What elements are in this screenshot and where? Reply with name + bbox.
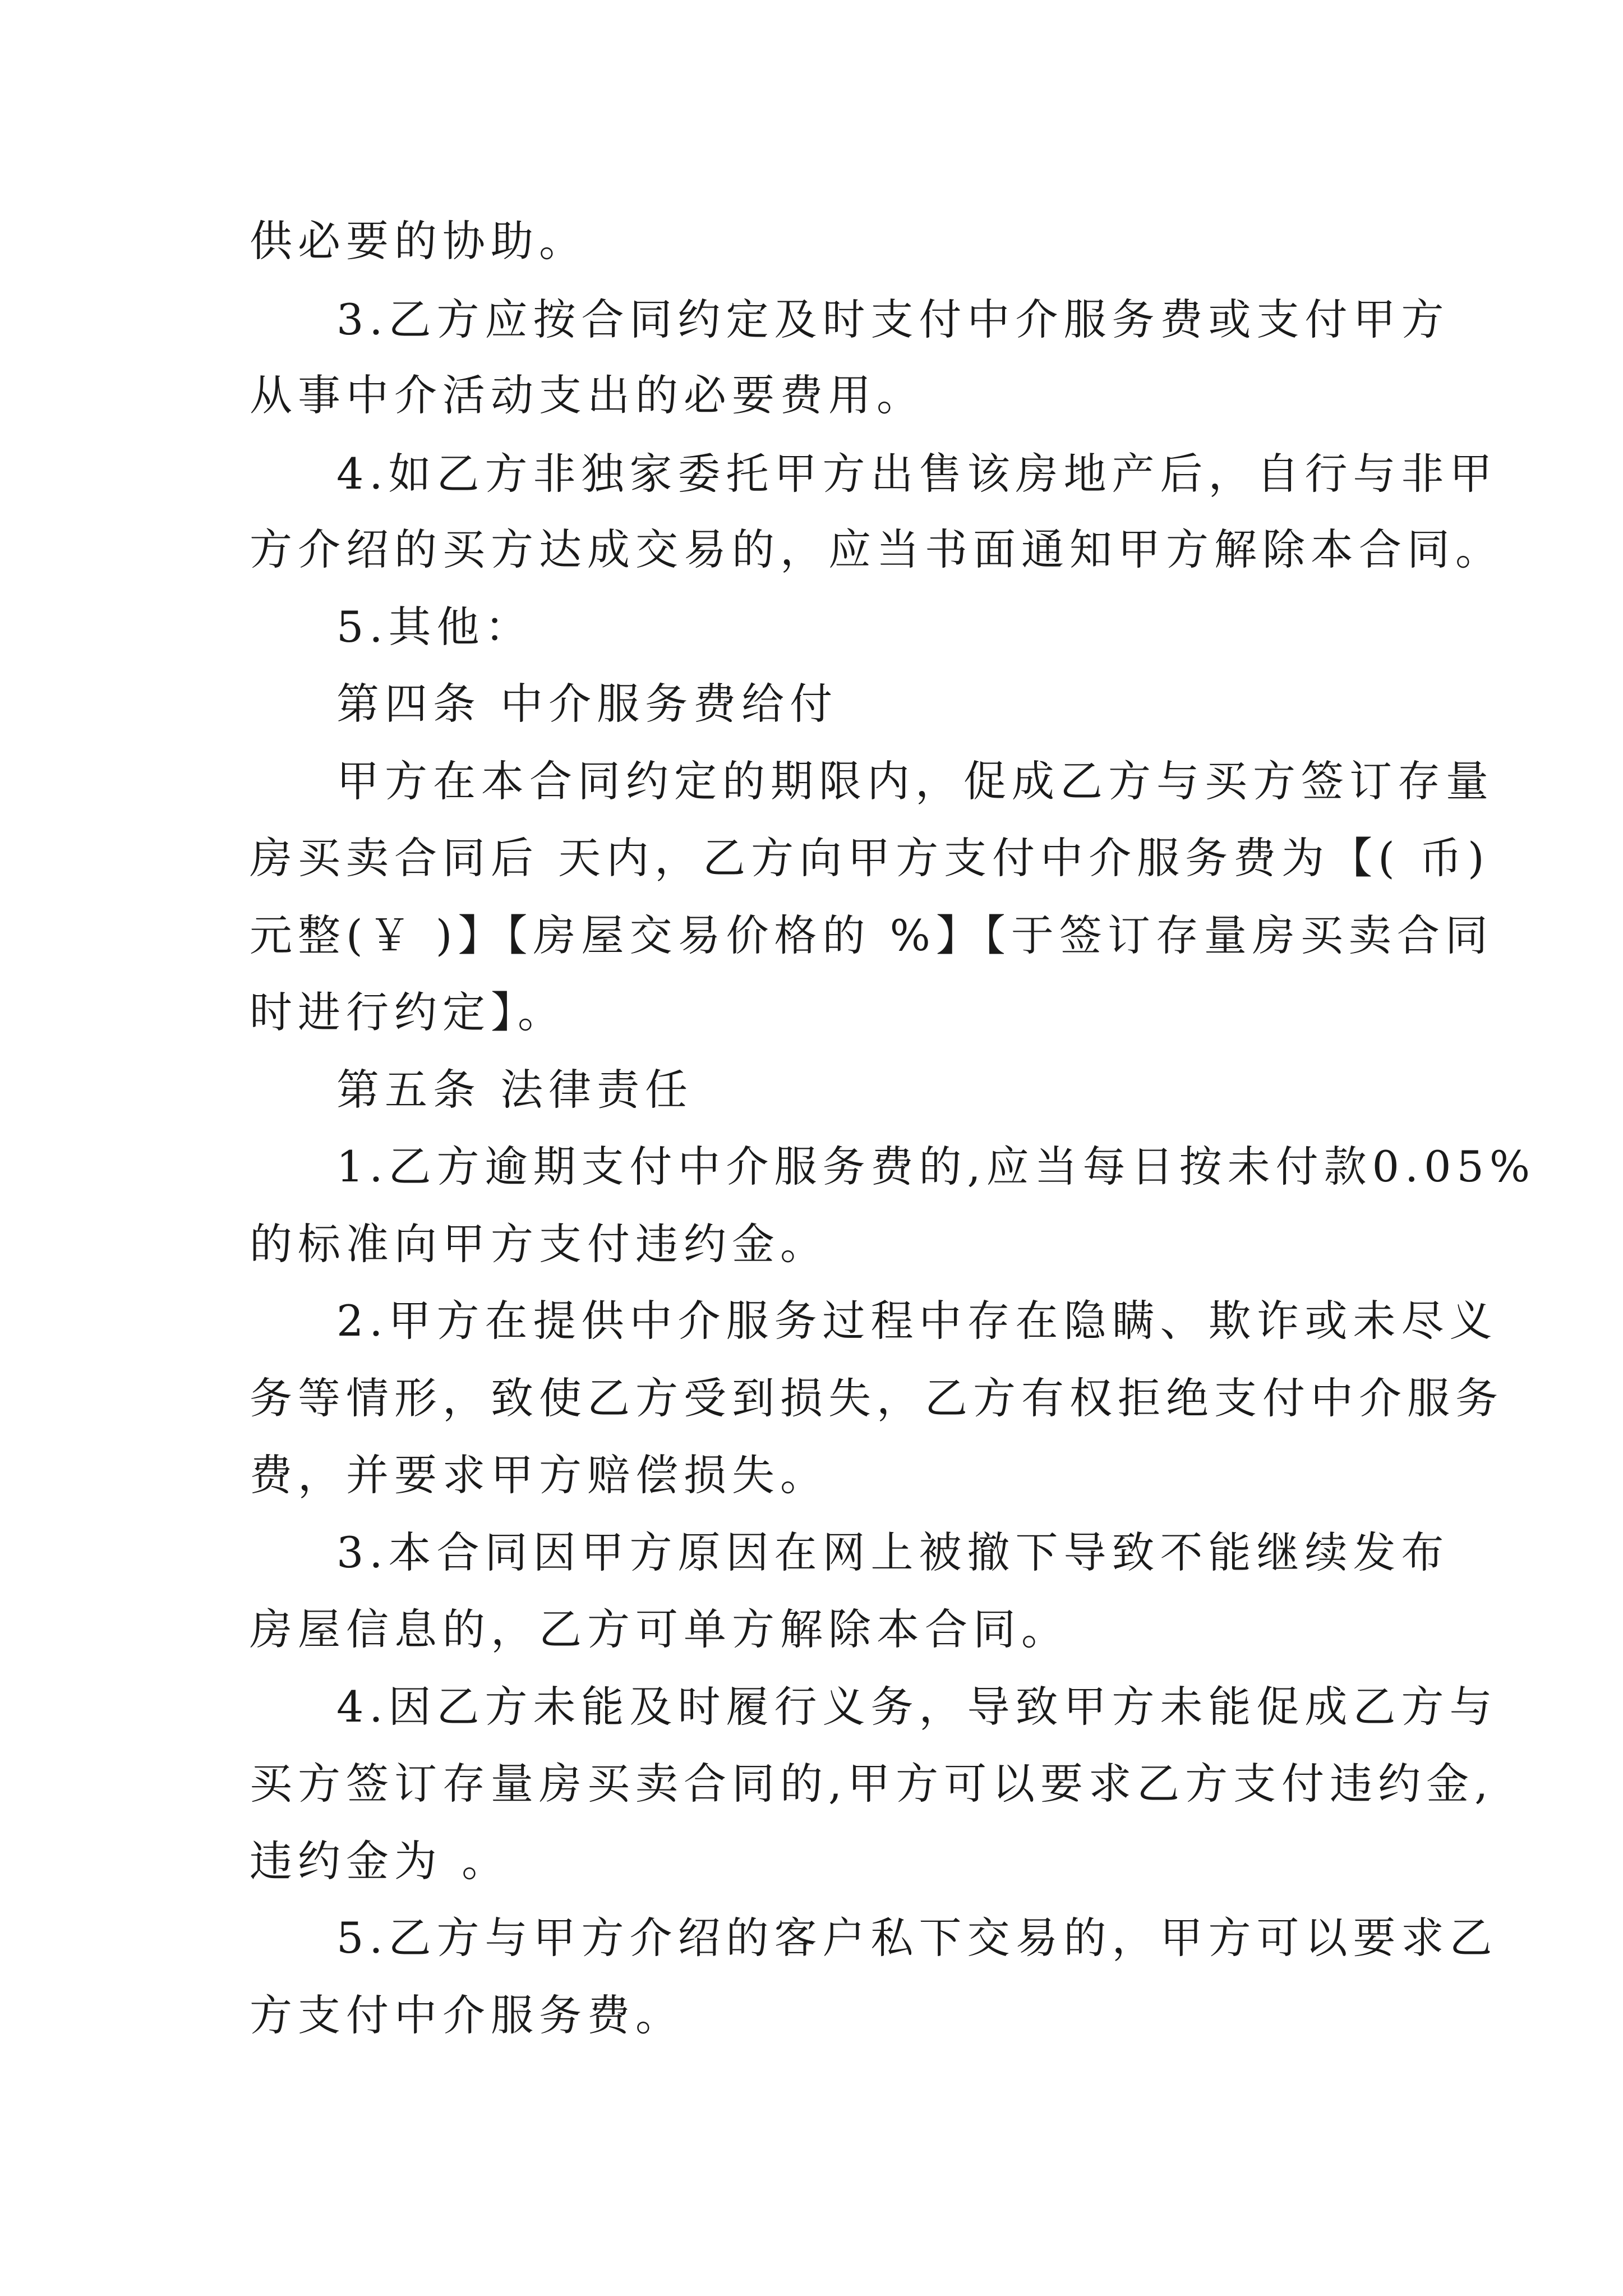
text-line: 费，并要求甲方赔偿损失。	[250, 1450, 828, 1500]
text-line: 的标准向甲方支付违约金。	[250, 1219, 828, 1269]
text-line: 买方签订存量房买卖合同的,甲方可以要求乙方支付违约金,	[250, 1759, 1494, 1809]
section-heading: 第四条 中介服务费给付	[336, 679, 838, 729]
text-line: 5.其他：	[336, 602, 533, 652]
text-line: 从事中介活动支出的必要费用。	[250, 370, 925, 420]
text-line: 元整(￥ )】【房屋交易价格的 %】【于签订存量房买卖合同	[250, 910, 1493, 960]
text-line: 甲方在本合同约定的期限内，促成乙方与买方签订存量	[336, 756, 1494, 806]
text-line: 5.乙方与甲方介绍的客户私下交易的，甲方可以要求乙	[336, 1913, 1498, 1963]
text-line: 务等情形，致使乙方受到损失，乙方有权拒绝支付中介服务	[250, 1373, 1504, 1423]
text-line: 方介绍的买方达成交易的，应当书面通知甲方解除本合同。	[250, 524, 1504, 574]
text-line: 房屋信息的，乙方可单方解除本合同。	[250, 1604, 1069, 1654]
text-line: 时进行约定】。	[250, 987, 566, 1037]
section-heading: 第五条 法律责任	[336, 1065, 694, 1115]
text-line: 方支付中介服务费。	[250, 1990, 684, 2040]
text-line: 1.乙方逾期支付中介服务费的,应当每日按未付款0.05%	[336, 1142, 1536, 1191]
text-line: 4.因乙方未能及时履行义务，导致甲方未能促成乙方与	[336, 1682, 1498, 1732]
text-line: 房买卖合同后 天内，乙方向甲方支付中介服务费为【( 币)	[250, 833, 1490, 883]
text-line: 4.如乙方非独家委托甲方出售该房地产后，自行与非甲	[336, 449, 1498, 499]
text-line: 2.甲方在提供中介服务过程中存在隐瞒、欺诈或未尽义	[336, 1296, 1498, 1346]
text-line: 3.乙方应按合同约定及时支付中介服务费或支付甲方	[336, 295, 1450, 344]
text-line: 供必要的协助。	[250, 216, 587, 266]
text-line: 3.本合同因甲方原因在网上被撤下导致不能继续发布	[336, 1527, 1450, 1577]
text-line: 违约金为 。	[250, 1836, 510, 1886]
